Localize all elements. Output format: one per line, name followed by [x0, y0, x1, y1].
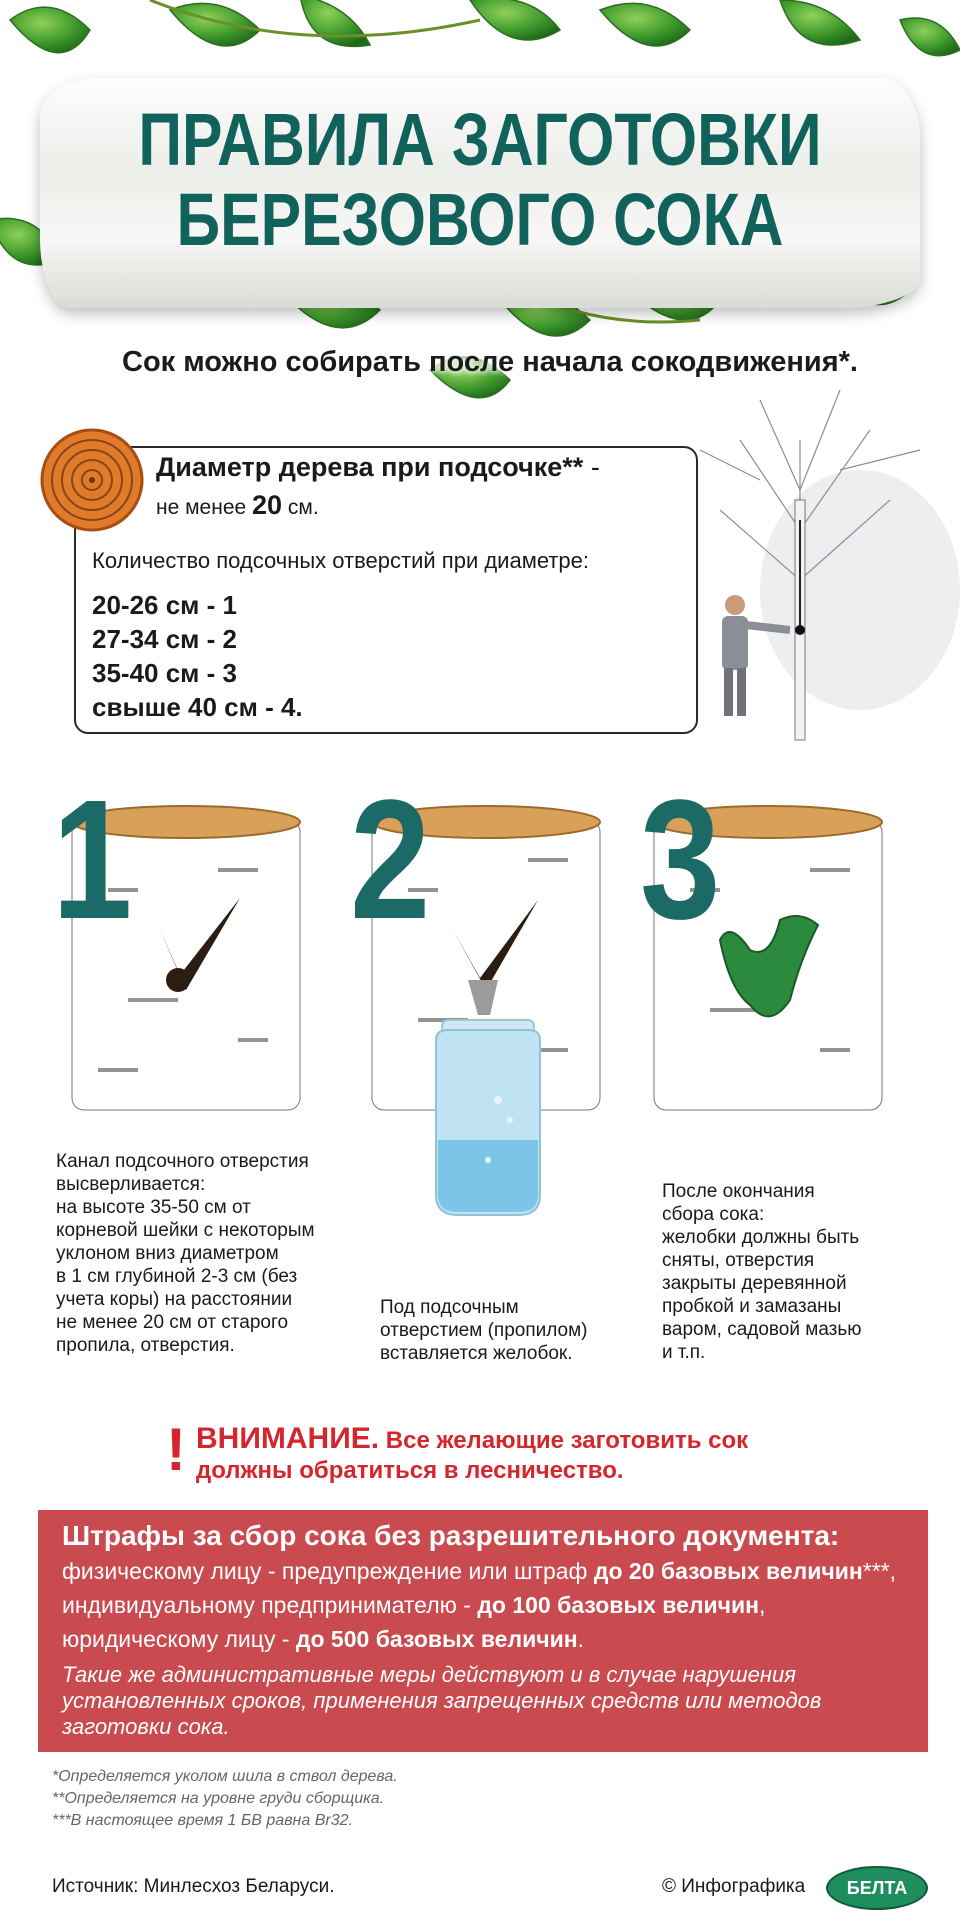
step-number-3: 3	[640, 765, 721, 955]
diameter-min-unit: см.	[282, 496, 319, 519]
step-number-1: 1	[52, 765, 133, 955]
step-1-line: Канал подсочного отверстия	[56, 1151, 309, 1172]
step-1-line: высверливается:	[56, 1174, 206, 1195]
step-1-line: в 1 см глубиной 2-3 см (без	[56, 1266, 298, 1287]
title-line-2: БЕРЕЗОВОГО СОКА	[176, 178, 784, 261]
fines-note: Такие же административные меры действуют и в случае нарушения установленных сроков, применения запрещенных средств или методов заготовки сока.	[62, 1662, 822, 1739]
belta-logo: БЕЛТА	[826, 1866, 928, 1910]
range-item: 35-40 см - 3	[92, 658, 237, 688]
fine-legal-suffix: .	[577, 1626, 584, 1652]
step-2-line: отверстием (пропилом)	[380, 1320, 588, 1341]
hole-count-label: Количество подсочных отверстий при диаметре:	[92, 548, 589, 573]
footnote-2: **Определяется на уровне груди сборщика.	[52, 1790, 385, 1807]
glass-jar-icon	[428, 1000, 548, 1220]
footnote-3: ***В настоящее время 1 БВ равна Br32.	[52, 1812, 353, 1829]
fine-individual-amount: до 20 базовых величин	[593, 1558, 863, 1584]
step-1-line: корневой шейки с некоторым	[56, 1220, 315, 1241]
diameter-title-dash: -	[583, 452, 600, 482]
step-1-line: не менее 20 см от старого	[56, 1312, 289, 1333]
footnote-1: *Определяется уколом шила в ствол дерева.	[52, 1768, 398, 1785]
step-3-line: желобки должны быть	[662, 1227, 860, 1248]
step-2-line: вставляется желобок.	[380, 1343, 573, 1364]
diameter-title	[156, 452, 600, 483]
range-item: 27-34 см - 2	[92, 624, 237, 654]
step-3-line: пробкой и замазаны	[662, 1296, 842, 1317]
source-credit: Источник: Минлесхоз Беларуси.	[52, 1876, 335, 1897]
page-subtitle: Сок можно собирать после начала сокодвижения*.	[122, 346, 858, 378]
range-item: свыше 40 см - 4.	[92, 692, 303, 722]
fine-individual-text: физическому лицу - предупреждение или штраф	[62, 1558, 594, 1584]
diameter-min-value: 20	[252, 490, 283, 520]
step-3-line: закрыты деревянной	[662, 1273, 847, 1294]
step-3-description	[662, 1180, 922, 1364]
step-3-line: сняты, отверстия	[662, 1250, 815, 1271]
step-3-line: и т.п.	[662, 1342, 706, 1363]
fine-legal-amount: до 500 базовых величин	[295, 1626, 578, 1652]
title-line-1: ПРАВИЛА ЗАГОТОВКИ	[138, 98, 822, 181]
fines-title: Штрафы за сбор сока без разрешительного документа:	[62, 1520, 840, 1551]
diameter-min-prefix: не менее	[156, 496, 253, 519]
step-1-description	[56, 1150, 386, 1357]
infographic-credit: © Инфографика	[662, 1876, 806, 1897]
page-title	[136, 100, 825, 260]
warning-text-2: должны обратиться в лесничество.	[196, 1457, 624, 1484]
diameter-title-text: Диаметр дерева при подсочке**	[156, 452, 584, 482]
fine-entrepreneur-suffix: ,	[759, 1592, 766, 1618]
warning-head: ВНИМАНИЕ.	[196, 1422, 380, 1455]
step-3-line: варом, садовой мазью	[662, 1319, 862, 1340]
fine-individual	[62, 1558, 896, 1585]
fine-legal-text: юридическому лицу -	[62, 1626, 296, 1652]
fine-entrepreneur	[62, 1592, 765, 1619]
fine-legal-entity	[62, 1626, 584, 1653]
tree-rings-icon	[40, 428, 144, 532]
step-3-line: сбора сока:	[662, 1204, 765, 1225]
step-1-line: пропила, отверстия.	[56, 1335, 235, 1356]
step-1-line: учета коры) на расстоянии	[56, 1289, 293, 1310]
step-1-line: на высоте 35-50 см от	[56, 1197, 251, 1218]
diameter-ranges-list	[92, 588, 303, 724]
range-item: 20-26 см - 1	[92, 590, 237, 620]
fine-entrepreneur-amount: до 100 базовых величин	[477, 1592, 760, 1618]
diameter-minimum	[156, 490, 319, 521]
exclamation-icon: !	[166, 1416, 186, 1483]
step-1-line: уклоном вниз диаметром	[56, 1243, 279, 1264]
step-2-line: Под подсочным	[380, 1297, 519, 1318]
fine-entrepreneur-text: индивидуальному предпринимателю -	[62, 1592, 478, 1618]
step-number-2: 2	[350, 765, 431, 955]
warning-message	[196, 1424, 836, 1486]
step-3-line: После окончания	[662, 1181, 815, 1202]
warning-text-1: Все желающие заготовить сок	[379, 1427, 749, 1454]
step-2-description	[380, 1296, 640, 1365]
fine-individual-suffix: ***,	[862, 1558, 897, 1584]
